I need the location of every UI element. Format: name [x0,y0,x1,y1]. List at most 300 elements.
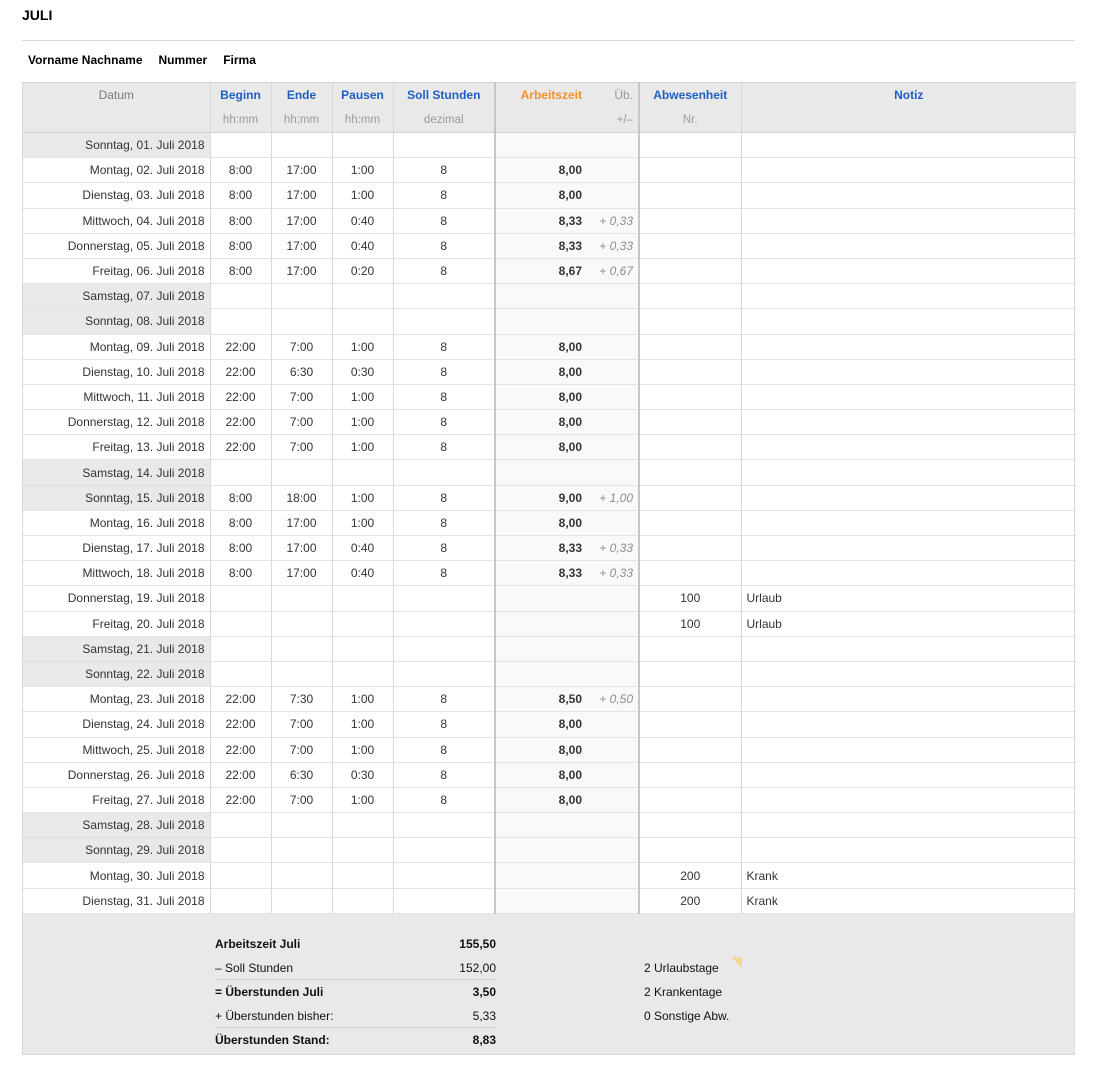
cell-datum: Montag, 30. Juli 2018 [23,863,210,888]
cell-beginn[interactable]: 8:00 [210,561,271,586]
timesheet-table [23,82,1076,914]
summary-stand-label: Überstunden Stand: [215,1033,330,1048]
cell-soll[interactable] [393,284,495,309]
cell-beginn[interactable] [210,611,271,636]
cell-pausen[interactable]: 1:00 [332,384,393,409]
cell-beginn[interactable]: 8:00 [210,536,271,561]
cell-datum: Sonntag, 29. Juli 2018 [23,838,210,863]
cell-datum: Samstag, 21. Juli 2018 [23,636,210,661]
cell-ueb [587,158,639,183]
cell-arbeitszeit [495,813,587,838]
cell-soll[interactable]: 8 [393,536,495,561]
cell-pausen[interactable]: 0:40 [332,536,393,561]
person-info [28,53,256,67]
col-header-ueb: Üb. [587,83,639,108]
cell-pausen[interactable]: 1:00 [332,183,393,208]
cell-beginn[interactable]: 22:00 [210,410,271,435]
cell-abw[interactable]: 200 [639,888,741,913]
cell-beginn[interactable] [210,661,271,686]
cell-ende[interactable] [271,636,332,661]
cell-soll[interactable]: 8 [393,762,495,787]
cell-ende[interactable]: 17:00 [271,561,332,586]
absence-sonstige-count: 0 Sonstige Abw. [644,1008,730,1023]
cell-abw[interactable] [639,661,741,686]
cell-arbeitszeit [495,611,587,636]
table-row [23,561,1076,586]
cell-pausen[interactable] [332,460,393,485]
cell-abw[interactable] [639,687,741,712]
cell-abw[interactable] [639,258,741,283]
cell-arbeitszeit [495,284,587,309]
page-title: JULI [22,7,53,23]
cell-notiz[interactable] [741,410,1076,435]
subheader-abwesenheit: Nr. [639,108,741,133]
cell-soll[interactable]: 8 [393,712,495,737]
cell-ende[interactable]: 17:00 [271,536,332,561]
cell-soll[interactable]: 8 [393,258,495,283]
cell-abw[interactable] [639,359,741,384]
cell-notiz[interactable] [741,309,1076,334]
cell-ende[interactable]: 18:00 [271,485,332,510]
cell-ende[interactable] [271,661,332,686]
cell-beginn[interactable] [210,586,271,611]
subheader-soll: dezimal [393,108,495,133]
cell-notiz[interactable] [741,334,1076,359]
cell-arbeitszeit [495,586,587,611]
cell-datum: Sonntag, 22. Juli 2018 [23,661,210,686]
cell-notiz[interactable] [741,284,1076,309]
cell-abw[interactable] [639,208,741,233]
cell-abw[interactable] [639,233,741,258]
cell-beginn[interactable] [210,838,271,863]
cell-abw[interactable] [639,410,741,435]
cell-notiz[interactable] [741,485,1076,510]
subheader-ende: hh:mm [271,108,332,133]
cell-beginn[interactable]: 22:00 [210,359,271,384]
cell-abw[interactable] [639,838,741,863]
cell-ueb [587,460,639,485]
cell-datum: Sonntag, 08. Juli 2018 [23,309,210,334]
summary-ueberstunden-value: 3,50 [472,985,496,1000]
table-row [23,586,1076,611]
cell-ueb [587,384,639,409]
cell-beginn[interactable]: 22:00 [210,712,271,737]
summary-soll [215,955,496,979]
cell-abw[interactable] [639,561,741,586]
cell-datum: Dienstag, 03. Juli 2018 [23,183,210,208]
table-row [23,838,1076,863]
cell-ueb [587,133,639,158]
cell-abw[interactable]: 200 [639,863,741,888]
cell-pausen[interactable]: 0:30 [332,359,393,384]
cell-soll[interactable]: 8 [393,687,495,712]
cell-beginn[interactable] [210,284,271,309]
subheader-beginn: hh:mm [210,108,271,133]
cell-abw[interactable] [639,485,741,510]
cell-pausen[interactable] [332,586,393,611]
cell-abw[interactable] [639,813,741,838]
timesheet [22,82,1075,1055]
cell-notiz[interactable] [741,787,1076,812]
cell-soll[interactable] [393,813,495,838]
cell-arbeitszeit: 8,00 [495,334,587,359]
cell-notiz[interactable] [741,536,1076,561]
cell-pausen[interactable]: 0:20 [332,258,393,283]
cell-notiz[interactable] [741,737,1076,762]
cell-pausen[interactable] [332,636,393,661]
cell-beginn[interactable] [210,863,271,888]
cell-pausen[interactable]: 0:30 [332,762,393,787]
cell-soll[interactable]: 8 [393,208,495,233]
cell-beginn[interactable]: 22:00 [210,762,271,787]
cell-beginn[interactable] [210,813,271,838]
cell-ende[interactable]: 7:00 [271,384,332,409]
cell-beginn[interactable]: 22:00 [210,334,271,359]
cell-soll[interactable]: 8 [393,510,495,535]
cell-notiz[interactable] [741,158,1076,183]
cell-ueb [587,334,639,359]
cell-ueb [587,712,639,737]
cell-notiz[interactable] [741,510,1076,535]
cell-notiz[interactable] [741,813,1076,838]
cell-datum: Freitag, 13. Juli 2018 [23,435,210,460]
cell-beginn[interactable]: 22:00 [210,787,271,812]
cell-soll[interactable] [393,460,495,485]
cell-ende[interactable]: 7:00 [271,435,332,460]
cell-ende[interactable] [271,284,332,309]
cell-soll[interactable] [393,611,495,636]
cell-arbeitszeit: 8,00 [495,712,587,737]
cell-abw[interactable] [639,384,741,409]
cell-soll[interactable] [393,133,495,158]
table-row [23,359,1076,384]
cell-beginn[interactable] [210,133,271,158]
cell-ueb [587,183,639,208]
summary-ueberstunden [215,979,496,1003]
cell-datum: Samstag, 07. Juli 2018 [23,284,210,309]
cell-ende[interactable]: 17:00 [271,258,332,283]
cell-arbeitszeit [495,838,587,863]
cell-abw[interactable]: 100 [639,611,741,636]
cell-datum: Montag, 16. Juli 2018 [23,510,210,535]
cell-abw[interactable]: 100 [639,586,741,611]
col-header-ende: Ende [271,83,332,108]
cell-soll[interactable] [393,888,495,913]
cell-pausen[interactable]: 1:00 [332,510,393,535]
cell-abw[interactable] [639,737,741,762]
cell-abw[interactable] [639,158,741,183]
cell-beginn[interactable] [210,309,271,334]
table-row [23,762,1076,787]
divider [22,40,1075,41]
cell-ueb: + 0,33 [587,208,639,233]
cell-notiz[interactable] [741,838,1076,863]
cell-arbeitszeit [495,636,587,661]
cell-ende[interactable]: 17:00 [271,510,332,535]
cell-notiz[interactable] [741,233,1076,258]
cell-pausen[interactable]: 0:40 [332,561,393,586]
cell-soll[interactable]: 8 [393,737,495,762]
cell-ende[interactable]: 17:00 [271,158,332,183]
cell-ueb [587,309,639,334]
cell-soll[interactable] [393,863,495,888]
cell-ende[interactable] [271,133,332,158]
table-row [23,158,1076,183]
cell-soll[interactable]: 8 [393,384,495,409]
cell-ende[interactable] [271,460,332,485]
cell-notiz[interactable]: Urlaub [741,586,1076,611]
cell-notiz[interactable] [741,636,1076,661]
cell-arbeitszeit: 8,00 [495,384,587,409]
cell-pausen[interactable] [332,284,393,309]
cell-soll[interactable]: 8 [393,334,495,359]
cell-pausen[interactable] [332,133,393,158]
cell-abw[interactable] [639,712,741,737]
cell-ende[interactable]: 17:00 [271,183,332,208]
cell-datum: Freitag, 20. Juli 2018 [23,611,210,636]
col-header-notiz: Notiz [741,83,1076,108]
table-row [23,611,1076,636]
cell-soll[interactable] [393,636,495,661]
cell-pausen[interactable]: 1:00 [332,435,393,460]
cell-datum: Mittwoch, 25. Juli 2018 [23,737,210,762]
cell-arbeitszeit [495,661,587,686]
col-header-datum: Datum [23,83,210,108]
cell-beginn[interactable]: 8:00 [210,485,271,510]
cell-pausen[interactable]: 1:00 [332,334,393,359]
person-name[interactable]: Vorname Nachname [28,53,143,67]
summary-ueberstunden-label: = Überstunden Juli [215,985,324,1000]
cell-datum: Sonntag, 01. Juli 2018 [23,133,210,158]
cell-pausen[interactable]: 1:00 [332,485,393,510]
table-row [23,661,1076,686]
summary-arbeitszeit [215,931,496,955]
cell-beginn[interactable]: 22:00 [210,435,271,460]
cell-beginn[interactable]: 22:00 [210,687,271,712]
summary-arbeitszeit-value: 155,50 [459,936,496,951]
cell-abw[interactable] [639,183,741,208]
cell-notiz[interactable] [741,208,1076,233]
cell-ueb [587,410,639,435]
cell-soll[interactable]: 8 [393,183,495,208]
cell-pausen[interactable] [332,309,393,334]
cell-datum: Dienstag, 10. Juli 2018 [23,359,210,384]
cell-ende[interactable] [271,611,332,636]
summary-stand [215,1027,496,1051]
subheader-ueb: +/– [587,108,639,133]
table-row [23,460,1076,485]
table-row [23,888,1076,913]
cell-soll[interactable]: 8 [393,158,495,183]
cell-arbeitszeit: 8,00 [495,359,587,384]
cell-ueb [587,813,639,838]
cell-ueb [587,863,639,888]
cell-abw[interactable] [639,636,741,661]
cell-abw[interactable] [639,787,741,812]
cell-soll[interactable]: 8 [393,485,495,510]
cell-ende[interactable] [271,813,332,838]
cell-datum: Mittwoch, 04. Juli 2018 [23,208,210,233]
cell-pausen[interactable]: 0:40 [332,208,393,233]
cell-arbeitszeit: 8,00 [495,183,587,208]
cell-pausen[interactable] [332,813,393,838]
cell-beginn[interactable]: 8:00 [210,158,271,183]
cell-abw[interactable] [639,334,741,359]
table-body [23,133,1076,914]
cell-soll[interactable]: 8 [393,435,495,460]
cell-soll[interactable]: 8 [393,787,495,812]
absence-urlaub-count: 2 Urlaubstage [644,960,719,975]
cell-pausen[interactable]: 1:00 [332,712,393,737]
cell-beginn[interactable] [210,888,271,913]
cell-ueb [587,510,639,535]
cell-ende[interactable]: 7:00 [271,410,332,435]
table-row [23,435,1076,460]
col-header-arbeitszeit: Arbeitszeit [495,83,587,108]
cell-notiz[interactable] [741,258,1076,283]
cell-notiz[interactable] [741,712,1076,737]
cell-arbeitszeit: 8,33 [495,536,587,561]
col-header-abwesenheit: Abwesenheit [639,83,741,108]
cell-datum: Montag, 09. Juli 2018 [23,334,210,359]
cell-pausen[interactable]: 1:00 [332,737,393,762]
cell-ueb [587,611,639,636]
table-row [23,485,1076,510]
cell-soll[interactable] [393,586,495,611]
cell-beginn[interactable]: 8:00 [210,233,271,258]
cell-soll[interactable] [393,309,495,334]
cell-beginn[interactable] [210,636,271,661]
cell-notiz[interactable] [741,460,1076,485]
cell-pausen[interactable] [332,863,393,888]
cell-datum: Donnerstag, 26. Juli 2018 [23,762,210,787]
summary-bisher-value[interactable]: 5,33 [472,1008,496,1023]
cell-beginn[interactable]: 8:00 [210,510,271,535]
cell-datum: Freitag, 06. Juli 2018 [23,258,210,283]
table-row [23,410,1076,435]
cell-pausen[interactable] [332,611,393,636]
cell-beginn[interactable]: 8:00 [210,258,271,283]
cell-pausen[interactable]: 1:00 [332,787,393,812]
cell-ende[interactable] [271,863,332,888]
cell-notiz[interactable]: Krank [741,888,1076,913]
cell-soll[interactable]: 8 [393,410,495,435]
cell-arbeitszeit: 8,00 [495,158,587,183]
cell-ende[interactable]: 6:30 [271,762,332,787]
table-row [23,183,1076,208]
cell-soll[interactable]: 8 [393,233,495,258]
cell-arbeitszeit [495,888,587,913]
cell-notiz[interactable] [741,183,1076,208]
cell-ende[interactable]: 7:00 [271,787,332,812]
cell-ende[interactable] [271,309,332,334]
cell-arbeitszeit: 8,00 [495,762,587,787]
cell-soll[interactable]: 8 [393,561,495,586]
cell-soll[interactable] [393,838,495,863]
cell-beginn[interactable]: 8:00 [210,208,271,233]
cell-notiz[interactable] [741,561,1076,586]
cell-pausen[interactable] [332,888,393,913]
cell-arbeitszeit: 8,00 [495,435,587,460]
table-row [23,863,1076,888]
table-row [23,787,1076,812]
cell-ende[interactable]: 17:00 [271,233,332,258]
comment-marker-icon[interactable] [731,957,742,968]
cell-datum: Donnerstag, 12. Juli 2018 [23,410,210,435]
cell-arbeitszeit: 8,50 [495,687,587,712]
cell-ende[interactable] [271,888,332,913]
cell-abw[interactable] [639,435,741,460]
person-number[interactable]: Nummer [158,53,208,67]
cell-notiz[interactable] [741,384,1076,409]
cell-beginn[interactable]: 22:00 [210,384,271,409]
cell-ende[interactable]: 7:00 [271,712,332,737]
table-row [23,687,1076,712]
cell-pausen[interactable]: 0:40 [332,233,393,258]
cell-ende[interactable]: 7:30 [271,687,332,712]
cell-pausen[interactable]: 1:00 [332,158,393,183]
cell-beginn[interactable] [210,460,271,485]
cell-ende[interactable]: 6:30 [271,359,332,384]
cell-abw[interactable] [639,536,741,561]
cell-datum: Mittwoch, 11. Juli 2018 [23,384,210,409]
header-row [23,83,1076,108]
cell-pausen[interactable] [332,661,393,686]
cell-arbeitszeit: 8,00 [495,510,587,535]
cell-notiz[interactable]: Krank [741,863,1076,888]
cell-ueb [587,586,639,611]
cell-soll[interactable]: 8 [393,359,495,384]
table-row [23,737,1076,762]
cell-ende[interactable]: 7:00 [271,737,332,762]
cell-ende[interactable] [271,586,332,611]
cell-soll[interactable] [393,661,495,686]
cell-abw[interactable] [639,309,741,334]
table-row [23,636,1076,661]
cell-beginn[interactable]: 8:00 [210,183,271,208]
cell-abw[interactable] [639,460,741,485]
cell-notiz[interactable] [741,661,1076,686]
col-header-pausen: Pausen [332,83,393,108]
cell-ende[interactable]: 7:00 [271,334,332,359]
cell-pausen[interactable]: 1:00 [332,687,393,712]
cell-ueb: + 0,33 [587,561,639,586]
table-row [23,258,1076,283]
cell-arbeitszeit: 8,00 [495,787,587,812]
cell-ende[interactable]: 17:00 [271,208,332,233]
cell-notiz[interactable] [741,687,1076,712]
person-company[interactable]: Firma [223,53,256,67]
cell-ende[interactable] [271,838,332,863]
cell-notiz[interactable] [741,762,1076,787]
summary-bisher [215,1003,496,1027]
cell-abw[interactable] [639,510,741,535]
cell-abw[interactable] [639,284,741,309]
cell-abw[interactable] [639,762,741,787]
cell-ueb: + 0,67 [587,258,639,283]
subheader-notiz [741,108,1076,133]
cell-ueb [587,636,639,661]
cell-abw[interactable] [639,133,741,158]
cell-pausen[interactable] [332,838,393,863]
cell-datum: Dienstag, 31. Juli 2018 [23,888,210,913]
cell-beginn[interactable]: 22:00 [210,737,271,762]
cell-notiz[interactable]: Urlaub [741,611,1076,636]
cell-pausen[interactable]: 1:00 [332,410,393,435]
cell-notiz[interactable] [741,133,1076,158]
cell-notiz[interactable] [741,359,1076,384]
cell-notiz[interactable] [741,435,1076,460]
